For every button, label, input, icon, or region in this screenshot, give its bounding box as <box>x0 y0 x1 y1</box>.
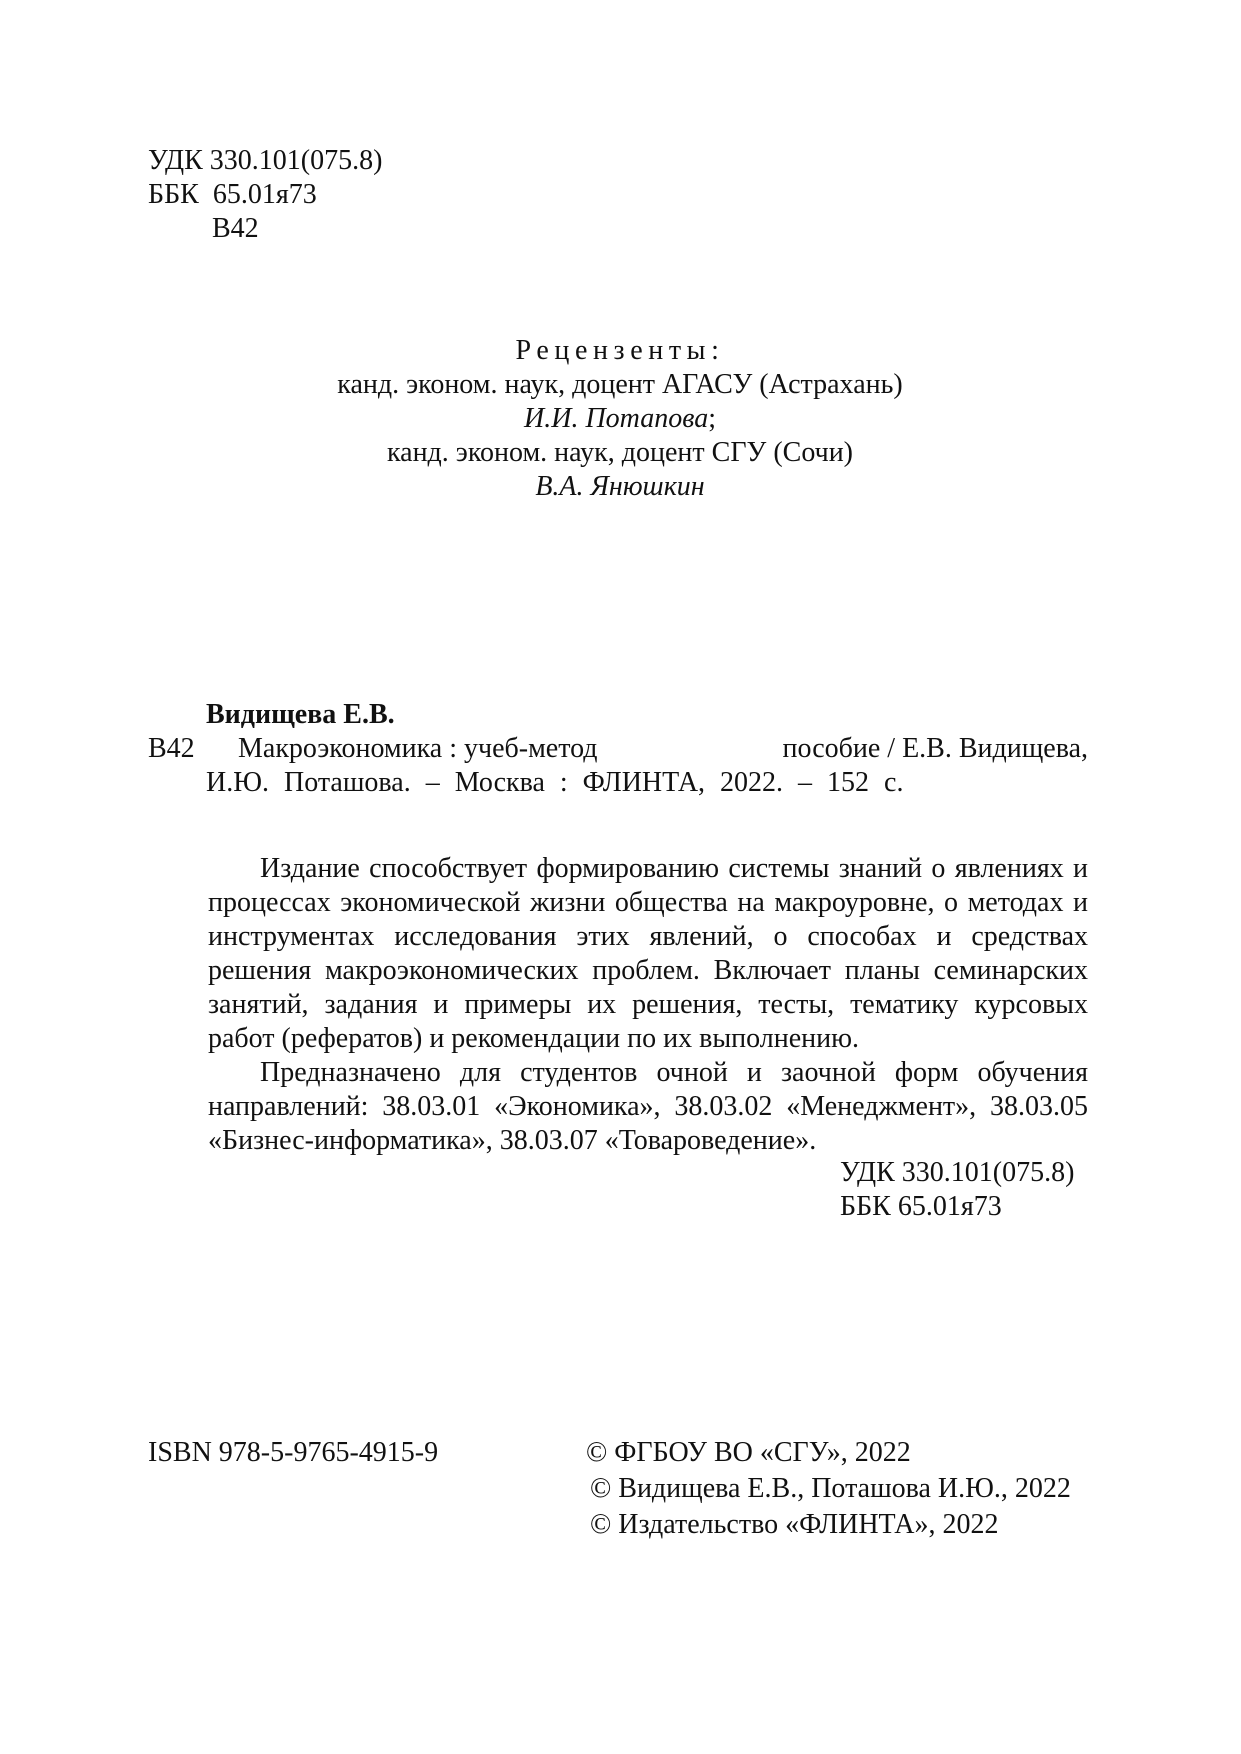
copyright-block <box>586 1436 1071 1544</box>
annotation-paragraph-1: Издание способствует формированию системы знаний о явлениях и процессах экономической жизни общества на макроуровне, о методах и инструментах исследования этих явлений, о способах и средствах решения макроэкономических проблем. Включает планы семинарских занятий, задания и примеры их решения, тесты, тематику курсовых работ (рефератов) и рекомендации по их выполнению. <box>208 853 1088 1054</box>
bib-row-1 <box>148 732 1088 766</box>
copyright-line: © ФГБОУ ВО «СГУ», 2022 <box>586 1437 911 1468</box>
bibliographic-entry <box>148 698 1088 800</box>
annotation-paragraph-2: Предназначено для студентов очной и заочной форм обучения направлений: 38.03.01 «Экономика», 38.03.02 «Менеджмент», 38.03.05 «Бизнес-информатика», 38.03.07 «Товароведение». <box>208 1057 1088 1156</box>
udk-code: УДК 330.101(075.8) <box>148 145 383 176</box>
classification-bottom <box>840 1156 1074 1224</box>
classification-top <box>148 144 382 246</box>
reviewer1-line <box>300 402 940 436</box>
copyright-line: © Издательство «ФЛИНТА», 2022 <box>590 1509 999 1540</box>
reviewers-block <box>300 334 940 504</box>
reviewer1-suffix: ; <box>708 403 716 434</box>
bib-code: В42 <box>148 733 195 764</box>
author-sign: В42 <box>212 213 259 244</box>
annotation <box>208 852 1088 1158</box>
bib-title-part2: пособие / Е.В. Видищева, <box>782 733 1088 764</box>
reviewers-heading: Рецензенты: <box>515 335 725 366</box>
isbn: ISBN 978-5-9765-4915-9 <box>148 1437 439 1468</box>
udk-code-bottom: УДК 330.101(075.8) <box>840 1157 1075 1188</box>
reviewer2-position: канд. эконом. наук, доцент СГУ (Сочи) <box>386 437 854 468</box>
reviewer1-position: канд. эконом. наук, доцент АГАСУ (Астрахань) <box>337 369 903 400</box>
author-heading: Видищева Е.В. <box>206 699 395 730</box>
bib-title-part1: Макроэкономика : учеб-метод <box>238 733 598 764</box>
reviewer2-name: В.А. Янюшкин <box>535 471 705 502</box>
isbn-block <box>148 1436 438 1472</box>
reviewer1-name: И.И. Потапова <box>524 403 709 434</box>
bbk-code: ББК 65.01я73 <box>148 179 317 210</box>
copyright-line: © Видищева Е.В., Поташова И.Ю., 2022 <box>590 1473 1071 1504</box>
bbk-code-bottom: ББК 65.01я73 <box>840 1191 1002 1222</box>
bib-row-2: И.Ю. Поташова. – Москва : ФЛИНТА, 2022. – 152 с. <box>206 767 904 798</box>
